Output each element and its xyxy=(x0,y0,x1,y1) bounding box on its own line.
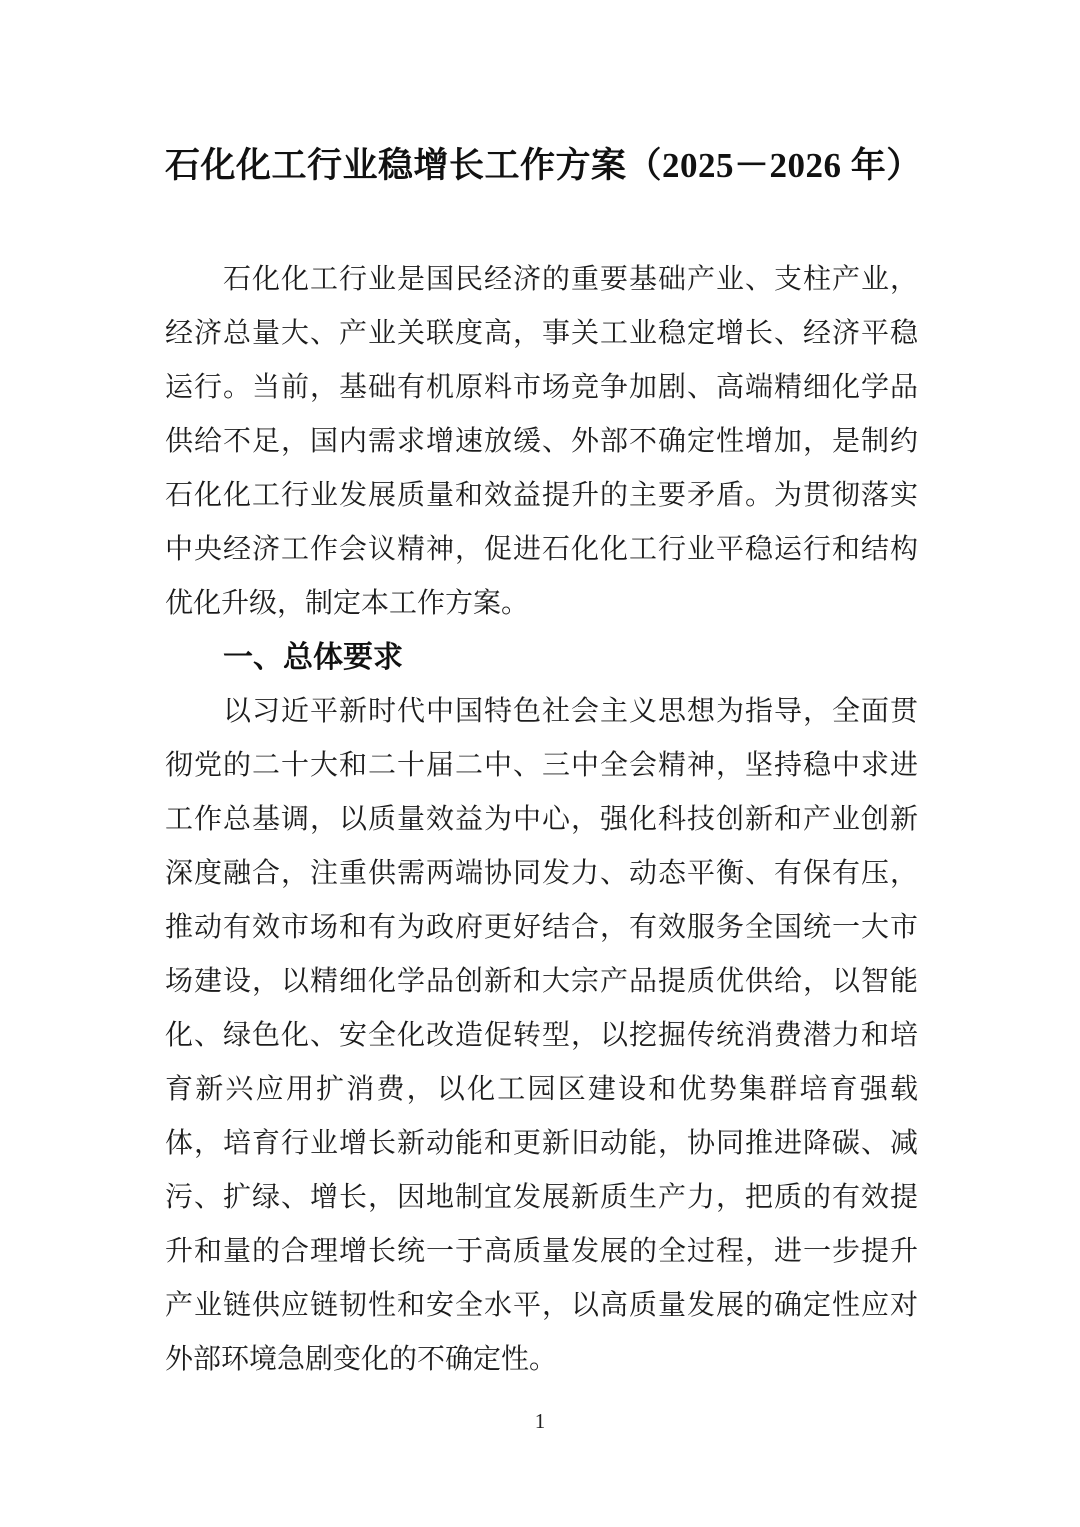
page-number: 1 xyxy=(534,1409,546,1433)
paragraph-2-line: 体，培育行业增长新动能和更新旧动能，协同推进降碳、减 xyxy=(165,1128,918,1159)
section-heading-overall-requirements: 一、总体要求 xyxy=(223,641,403,674)
paragraph-1-line: 运行。当前，基础有机原料市场竞争加剧、高端精细化学品 xyxy=(165,372,918,403)
paragraph-2-line: 化、绿色化、安全化改造促转型，以挖掘传统消费潜力和培 xyxy=(165,1020,918,1051)
document-content xyxy=(165,0,922,1387)
paragraph-1-line: 经济总量大、产业关联度高，事关工业稳定增长、经济平稳 xyxy=(165,318,918,349)
paragraph-2-line: 深度融合，注重供需两端协同发力、动态平衡、有保有压， xyxy=(165,858,918,889)
document-title: 石化化工行业稳增长工作方案（2025－2026 年） xyxy=(165,146,922,185)
paragraph-1-line: 石化化工行业是国民经济的重要基础产业、支柱产业， xyxy=(223,264,918,295)
paragraph-1-line: 中央经济工作会议精神，促进石化化工行业平稳运行和结构 xyxy=(165,534,918,565)
paragraph-2-line: 以习近平新时代中国特色社会主义思想为指导，全面贯 xyxy=(223,696,918,727)
paragraph-2-line: 外部环境急剧变化的不确定性。 xyxy=(165,1344,558,1375)
paragraph-1 xyxy=(165,253,918,631)
paragraph-2-line: 场建设，以精细化学品创新和大宗产品提质优供给，以智能 xyxy=(165,966,918,997)
paragraph-2-line: 彻党的二十大和二十届二中、三中全会精神，坚持稳中求进 xyxy=(165,750,918,781)
paragraph-2 xyxy=(165,685,918,1387)
paragraph-2-line: 育新兴应用扩消费，以化工园区建设和优势集群培育强载 xyxy=(165,1074,918,1105)
paragraph-2-line: 升和量的合理增长统一于高质量发展的全过程，进一步提升 xyxy=(165,1236,918,1267)
paragraph-2-line: 推动有效市场和有为政府更好结合，有效服务全国统一大市 xyxy=(165,912,918,943)
paragraph-1-line: 优化升级，制定本工作方案。 xyxy=(165,588,530,619)
paragraph-1-line: 供给不足，国内需求增速放缓、外部不确定性增加，是制约 xyxy=(165,426,918,457)
paragraph-1-line: 石化化工行业发展质量和效益提升的主要矛盾。为贯彻落实 xyxy=(165,480,918,511)
paragraph-2-line: 污、扩绿、增长，因地制宜发展新质生产力，把质的有效提 xyxy=(165,1182,918,1213)
paragraph-2-line: 工作总基调，以质量效益为中心，强化科技创新和产业创新 xyxy=(165,804,918,835)
paragraph-2-line: 产业链供应链韧性和安全水平，以高质量发展的确定性应对 xyxy=(165,1290,918,1321)
